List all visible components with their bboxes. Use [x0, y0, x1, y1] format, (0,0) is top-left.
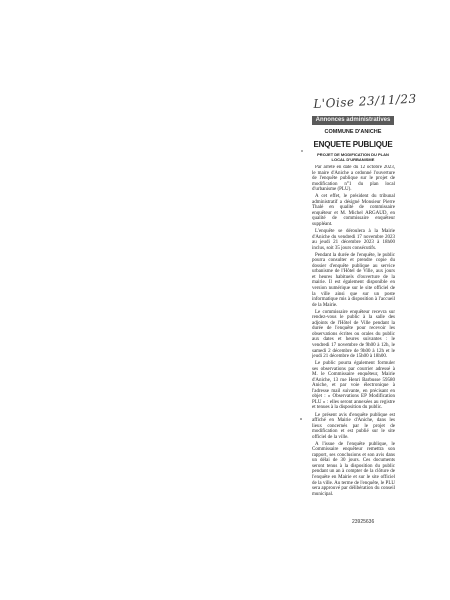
scan-speck: [300, 418, 302, 420]
notice-paragraph: Le présent avis d'enquête publique est affiché en Mairie d'Aniche, dans les lieux concernés par le projet de modification et est publié sur le site officiel de la ville.: [312, 412, 395, 440]
notice-paragraph: Par arrêté en date du 12 octobre 2023, le maire d'Aniche a ordonné l'ouverture de l'enquête publique sur le projet de modification n°1 du plan local d'urbanisme (PLU).: [312, 165, 395, 193]
notice-paragraph: A cet effet, le président du tribunal administratif a désigné Monsieur Pierre Thalé en qualité de commissaire enquêteur et M. Michel ARGAUD, en qualité de commissaire enquêteur suppléant.: [312, 194, 395, 227]
scan-speck: [301, 150, 303, 152]
notice-paragraph: Le public pourra également formuler ses observations par courrier adressé à M. le Commissaire enquêteur, Mairie d'Aniche, 13 rue Henri Barbusse 59580 Aniche, et par voie électronique à l'adresse mail suivante, en précisant en objet : « Observations EP Modification PLU » : elles seront annexées au registre et tenues à la disposition du public.: [312, 361, 395, 411]
notice-title: ENQUETE PUBLIQUE: [313, 140, 393, 149]
section-label-band: Annonces administratives: [312, 116, 394, 125]
reference-number: 23925636: [352, 519, 375, 525]
notice-paragraph: A l'issue de l'enquête publique, le Commissaire enquêteur remettra son rapport, ses conclusions et son avis dans un délai de 30 jours. Ces documents seront tenus à la disposition du public pendant un an à compter de la clôture de l'enquête en Mairie et sur le site officiel de la ville. Au terme de l'enquête, le PLU sera approuvé par délibération du conseil municipal.: [312, 441, 395, 497]
commune-heading: COMMUNE D'ANICHE: [324, 129, 382, 135]
notice-subtitle: PROJET DE MODIFICATION DU PLAN LOCAL D'URBANISME: [317, 152, 389, 162]
notice-paragraph: Pendant la durée de l'enquête, le public pourra consulter et prendre copie du dossier d'enquête publique au service urbanisme de l'Hôtel de Ville, aux jours et heures habituels d'ouverture de la mairie. Il est également disponible en version numérique sur le site officiel de la ville ainsi que sur un poste informatique mis à disposition à l'accueil de la Mairie.: [312, 252, 395, 308]
notice-paragraph: L'enquête se déroulera à la Mairie d'Aniche du vendredi 17 novembre 2023 au jeudi 21 décembre 2023 à 18h00 inclus, soit 35 jours consécutifs.: [312, 229, 395, 251]
notice-body: [312, 165, 395, 515]
handwritten-source-annotation: L'Oise 23/11/23: [313, 91, 418, 111]
notice-paragraph: Le commissaire enquêteur recevra sur rendez-vous le public à la salle des adjoints de l'Hôtel de Ville pendant la durée de l'enquête pour recevoir les observations écrites ou orales du public aux dates et heures suivantes : le vendredi 17 novembre de 9h00 à 12h, le samedi 2 décembre de 9h00 à 12h et le jeudi 21 décembre de 15h00 à 18h00.: [312, 309, 395, 360]
